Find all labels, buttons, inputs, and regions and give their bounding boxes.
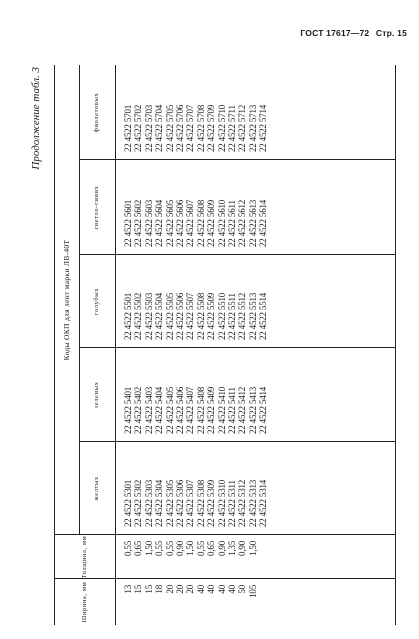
cell-width: 18 — [154, 585, 165, 594]
cell-lightblue: 22 4522 5605 — [164, 199, 175, 247]
header-blue: голубых — [93, 287, 100, 316]
cell-lightblue: 22 4522 5601 — [123, 199, 133, 247]
cell-yellow: 22 4522 5304 — [154, 479, 165, 527]
cell-violet: 22 4522 5714 — [258, 104, 269, 152]
cell-thickness: 1,50 — [247, 541, 258, 556]
cell-thickness: 0,90 — [216, 541, 227, 556]
cell-lightblue: 22 4522 5603 — [143, 199, 154, 247]
cell-thickness: 0,65 — [133, 541, 144, 556]
cell-yellow: 22 4522 5313 — [247, 479, 258, 527]
column-violet — [123, 72, 268, 152]
header-violet: фиолетовых — [93, 92, 100, 133]
cell-green: 22 4522 5406 — [174, 386, 185, 434]
cell-green: 22 4522 5410 — [216, 386, 227, 434]
cell-width: 15 — [143, 585, 154, 594]
cell-thickness: 1,35 — [226, 541, 237, 556]
cell-width: 40 — [226, 585, 237, 594]
header-group-title: Коды ОКП для лент марки ЛВ-40Т — [62, 239, 71, 361]
cell-violet: 22 4522 5709 — [206, 104, 217, 152]
cell-thickness: 0,65 — [206, 541, 217, 556]
cell-blue: 22 4522 5507 — [185, 292, 196, 340]
cell-thickness: 0,55 — [123, 541, 133, 556]
cell-width: 20 — [174, 585, 185, 594]
cell-thickness: 0,55 — [164, 541, 175, 556]
cell-green: 22 4522 5407 — [185, 386, 196, 434]
codes-table — [54, 65, 396, 625]
rotated-table-block — [30, 65, 400, 625]
cell-lightblue: 22 4522 5609 — [206, 199, 217, 247]
cell-blue: 22 4522 5506 — [174, 292, 185, 340]
standard-number: ГОСТ 17617—72 — [300, 28, 370, 38]
cell-blue: 22 4522 5513 — [247, 292, 258, 340]
cell-yellow: 22 4522 5310 — [216, 479, 227, 527]
cell-yellow: 22 4522 5305 — [164, 479, 175, 527]
cell-violet: 22 4522 5707 — [185, 104, 196, 152]
cell-yellow: 22 4522 5308 — [195, 479, 206, 527]
header-yellow: желтых — [93, 476, 100, 501]
cell-lightblue: 22 4522 5607 — [185, 199, 196, 247]
cell-violet: 22 4522 5703 — [143, 104, 154, 152]
cell-lightblue: 22 4522 5614 — [258, 199, 269, 247]
cell-blue: 22 4522 5508 — [195, 292, 206, 340]
table-continuation-caption: Продолжение табл. 3 — [30, 67, 42, 170]
header-width: Ширина, мм — [81, 581, 88, 623]
cell-width: 105 — [247, 585, 258, 598]
column-yellow — [123, 447, 268, 527]
page-header — [300, 28, 407, 38]
cell-width: 40 — [216, 585, 227, 594]
cell-lightblue: 22 4522 5612 — [237, 199, 248, 247]
header-thickness: Толщина, мм — [81, 535, 88, 579]
cell-yellow: 22 4522 5314 — [258, 479, 269, 527]
cell-yellow: 22 4522 5303 — [143, 479, 154, 527]
cell-violet: 22 4522 5713 — [247, 104, 258, 152]
cell-blue: 22 4522 5514 — [258, 292, 269, 340]
cell-violet: 22 4522 5708 — [195, 104, 206, 152]
cell-violet: 22 4522 5702 — [133, 104, 144, 152]
cell-green: 22 4522 5405 — [164, 386, 175, 434]
cell-thickness: 0,90 — [174, 541, 185, 556]
cell-lightblue: 22 4522 5606 — [174, 199, 185, 247]
cell-blue: 22 4522 5511 — [226, 293, 237, 340]
cell-lightblue: 22 4522 5604 — [154, 199, 165, 247]
table-header — [55, 65, 116, 625]
cell-yellow: 22 4522 5302 — [133, 479, 144, 527]
cell-width: 50 — [237, 585, 248, 594]
cell-green: 22 4522 5408 — [195, 386, 206, 434]
cell-green: 22 4522 5414 — [258, 386, 269, 434]
cell-blue: 22 4522 5512 — [237, 292, 248, 340]
cell-thickness: 1,50 — [185, 541, 196, 556]
cell-violet: 22 4522 5710 — [216, 104, 227, 152]
cell-lightblue: 22 4522 5611 — [226, 200, 237, 247]
cell-lightblue: 22 4522 5613 — [247, 199, 258, 247]
cell-green: 22 4522 5409 — [206, 386, 217, 434]
cell-thickness: 0,55 — [154, 541, 165, 556]
cell-width: 20 — [185, 585, 196, 594]
cell-violet: 22 4522 5711 — [226, 105, 237, 152]
cell-thickness — [258, 541, 268, 571]
cell-width: 15 — [133, 585, 144, 594]
cell-width: 40 — [206, 585, 217, 594]
cell-green: 22 4522 5403 — [143, 386, 154, 434]
page-number: Стр. 15 — [375, 28, 407, 38]
header-lightblue: светло-синих — [93, 185, 100, 230]
cell-width — [258, 585, 268, 625]
cell-width: 13 — [123, 585, 133, 594]
column-blue — [123, 260, 268, 340]
column-thickness — [123, 541, 268, 571]
cell-yellow: 22 4522 5309 — [206, 479, 217, 527]
column-green — [123, 354, 268, 434]
cell-violet: 22 4522 5712 — [237, 104, 248, 152]
cell-yellow: 22 4522 5301 — [123, 479, 133, 527]
column-lightblue — [123, 167, 268, 247]
cell-blue: 22 4522 5501 — [123, 292, 133, 340]
cell-yellow: 22 4522 5306 — [174, 479, 185, 527]
cell-width: 20 — [164, 585, 175, 594]
cell-violet: 22 4522 5701 — [123, 104, 133, 152]
cell-green: 22 4522 5413 — [247, 386, 258, 434]
cell-green: 22 4522 5404 — [154, 386, 165, 434]
cell-violet: 22 4522 5706 — [174, 104, 185, 152]
cell-thickness: 1,50 — [143, 541, 154, 556]
cell-blue: 22 4522 5509 — [206, 292, 217, 340]
cell-blue: 22 4522 5504 — [154, 292, 165, 340]
cell-violet: 22 4522 5705 — [164, 104, 175, 152]
header-green: зеленых — [93, 381, 100, 409]
cell-blue: 22 4522 5502 — [133, 292, 144, 340]
cell-blue: 22 4522 5503 — [143, 292, 154, 340]
cell-lightblue: 22 4522 5602 — [133, 199, 144, 247]
cell-thickness: 0,90 — [237, 541, 248, 556]
cell-lightblue: 22 4522 5610 — [216, 199, 227, 247]
column-width — [123, 585, 268, 625]
cell-green: 22 4522 5402 — [133, 386, 144, 434]
cell-green: 22 4522 5411 — [226, 387, 237, 434]
cell-violet: 22 4522 5704 — [154, 104, 165, 152]
cell-yellow: 22 4522 5312 — [237, 479, 248, 527]
cell-blue: 22 4522 5505 — [164, 292, 175, 340]
cell-blue: 22 4522 5510 — [216, 292, 227, 340]
cell-yellow: 22 4522 5307 — [185, 479, 196, 527]
cell-yellow: 22 4522 5311 — [226, 480, 237, 527]
cell-green: 22 4522 5412 — [237, 386, 248, 434]
cell-width: 40 — [195, 585, 206, 594]
cell-lightblue: 22 4522 5608 — [195, 199, 206, 247]
cell-thickness: 0,55 — [195, 541, 206, 556]
cell-green: 22 4522 5401 — [123, 386, 133, 434]
